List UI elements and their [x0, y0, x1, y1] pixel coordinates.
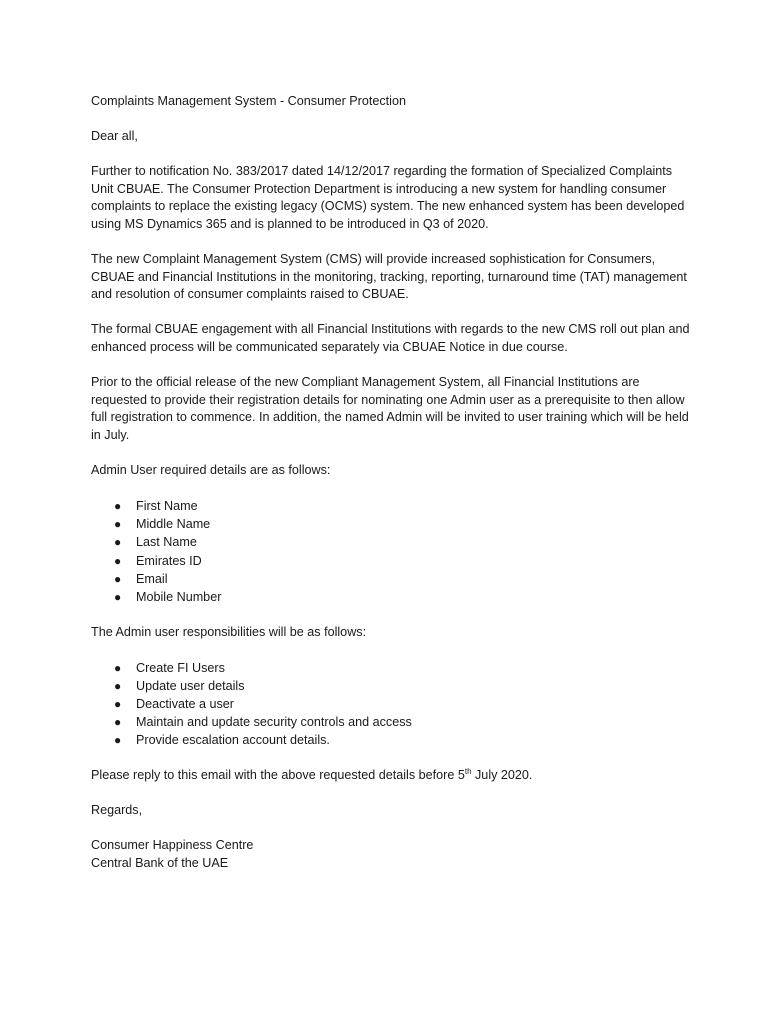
list-item: ● Update user details [91, 677, 691, 695]
list-item: ● Middle Name [91, 515, 691, 533]
subject-line: Complaints Management System - Consumer Protection [91, 94, 406, 108]
list-item: ● Maintain and update security controls and access [91, 713, 691, 731]
list-item: ● Create FI Users [91, 659, 691, 677]
signature-department: Consumer Happiness Centre [91, 838, 254, 853]
list-item: ● Mobile Number [91, 588, 691, 606]
list-item: ● Last Name [91, 533, 691, 551]
bullet-icon: ● [114, 733, 122, 748]
ordinal-suffix: th [464, 766, 472, 776]
paragraph-intro: Further to notification No. 383/2017 dated 14/12/2017 regarding the formation of Specialized Complaints Unit CBUAE. The Consumer Protection Department is introducing a new system for handling consumer complaints to replace the existing legacy (OCMS) system. The new enhanced system has been developed using MS Dynamics 365 and is planned to be introduced in Q3 of 2020. [91, 164, 685, 231]
paragraph-cms: The new Complaint Management System (CMS) will provide increased sophistication for Consumers, CBUAE and Financial Institutions in the monitoring, tracking, reporting, turnaround time (TAT) management and resolution of consumer complaints raised to CBUAE. [91, 252, 687, 302]
signature-organization: Central Bank of the UAE [91, 855, 229, 870]
bullet-icon: ● [114, 697, 122, 712]
bullet-icon: ● [114, 517, 122, 532]
responsibilities-intro: The Admin user responsibilities will be as follows: [91, 624, 367, 639]
details-list [91, 497, 691, 606]
closing: Regards, [91, 803, 143, 818]
signature [91, 837, 691, 872]
bullet-icon: ● [114, 553, 122, 568]
responsibilities-list [91, 659, 691, 750]
list-item: ● Email [91, 570, 691, 588]
reply-request: Please reply to this email with the above requested details before 5th July 2020. [91, 766, 533, 783]
list-item: ● First Name [91, 497, 691, 515]
bullet-icon: ● [114, 715, 122, 730]
paragraph-engagement: The formal CBUAE engagement with all Financial Institutions with regards to the new CMS roll out plan and enhanced process will be communicated separately via CBUAE Notice in due course. [91, 322, 690, 354]
bullet-icon: ● [114, 571, 122, 586]
bullet-icon: ● [114, 589, 122, 604]
list-item: ● Provide escalation account details. [91, 731, 691, 749]
bullet-icon: ● [114, 678, 122, 693]
bullet-icon: ● [114, 535, 122, 550]
letter-body [91, 93, 691, 890]
bullet-icon: ● [114, 660, 122, 675]
list-item: ● Deactivate a user [91, 695, 691, 713]
details-intro: Admin User required details are as follows: [91, 462, 331, 477]
paragraph-registration: Prior to the official release of the new Compliant Management System, all Financial Institutions are requested to provide their registration details for nominating one Admin user as a prerequisite to then allow full registration to commence. In addition, the named Admin will be invited to user training which will be held in July. [91, 375, 689, 442]
greeting: Dear all, [91, 129, 138, 144]
list-item: ● Emirates ID [91, 552, 691, 570]
bullet-icon: ● [114, 499, 122, 513]
